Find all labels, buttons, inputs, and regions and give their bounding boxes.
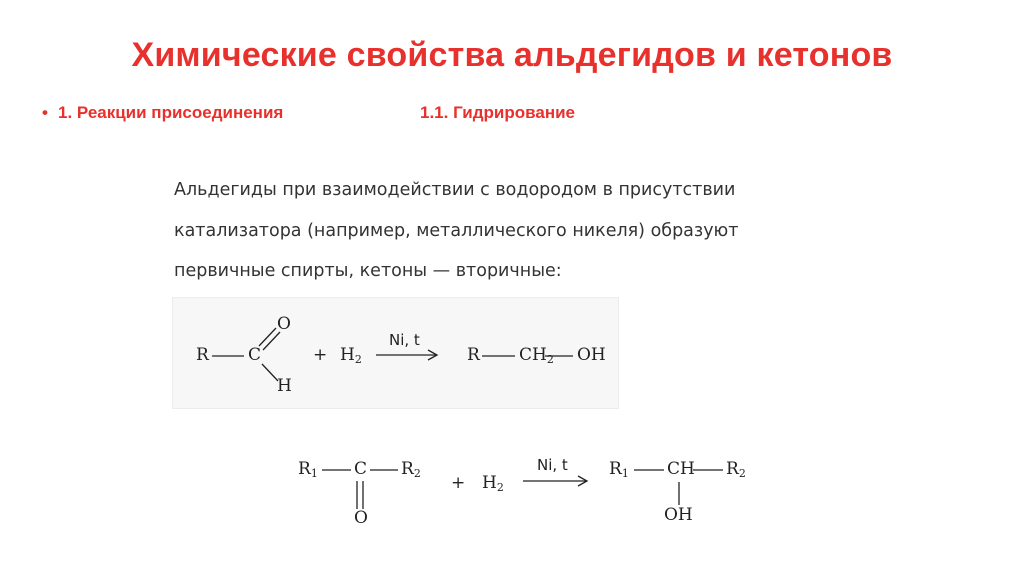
ketone-carbon: C (354, 459, 368, 479)
description-line-2: катализатора (например, металлического никеля) образуют (174, 220, 739, 241)
hydrogen-molecule-1: $H_2$ (340, 345, 362, 366)
description-line-3: первичные спирты, кетоны — вторичные: (174, 261, 562, 281)
aldehyde-carbon: C (248, 345, 262, 365)
bullet-heading: 1. Реакции присоединения (58, 103, 284, 122)
plus-sign-1: + (313, 345, 328, 365)
aldehyde-oxygen: O (277, 314, 291, 334)
aldehyde-hydrogen: H (277, 376, 292, 396)
bullet-dot: • (42, 103, 48, 122)
alcohol-r-group: R (467, 345, 480, 365)
arrow-head-2 (578, 476, 587, 486)
sec-alcohol-r2-group: $R_2$ (726, 459, 746, 480)
slide-title: Химические свойства альдегидов и кетонов (131, 36, 893, 74)
ketone-oxygen: O (354, 508, 368, 528)
ketone-r1-group: $R_1$ (298, 459, 318, 480)
hydrogen-molecule-2: $H_2$ (482, 473, 504, 494)
alcohol-oh: OH (577, 345, 606, 365)
catalyst-condition-1: Ni, t (389, 331, 420, 349)
catalyst-condition-2: Ni, t (537, 456, 568, 474)
ketone-r2-group: $R_2$ (401, 459, 421, 480)
description-line-1: Альдегиды при взаимодействии с водородом в присутствии (174, 180, 736, 200)
plus-sign-2: + (451, 473, 466, 493)
alcohol-ch2: $CH_2$ (519, 345, 554, 366)
sec-alcohol-oh: OH (664, 505, 693, 525)
subsection-heading: 1.1. Гидрирование (420, 103, 575, 122)
description-paragraph (174, 170, 814, 292)
sec-alcohol-r1-group: $R_1$ (609, 459, 629, 480)
sec-alcohol-ch: CH (667, 459, 695, 479)
aldehyde-r-group: R (196, 345, 209, 365)
